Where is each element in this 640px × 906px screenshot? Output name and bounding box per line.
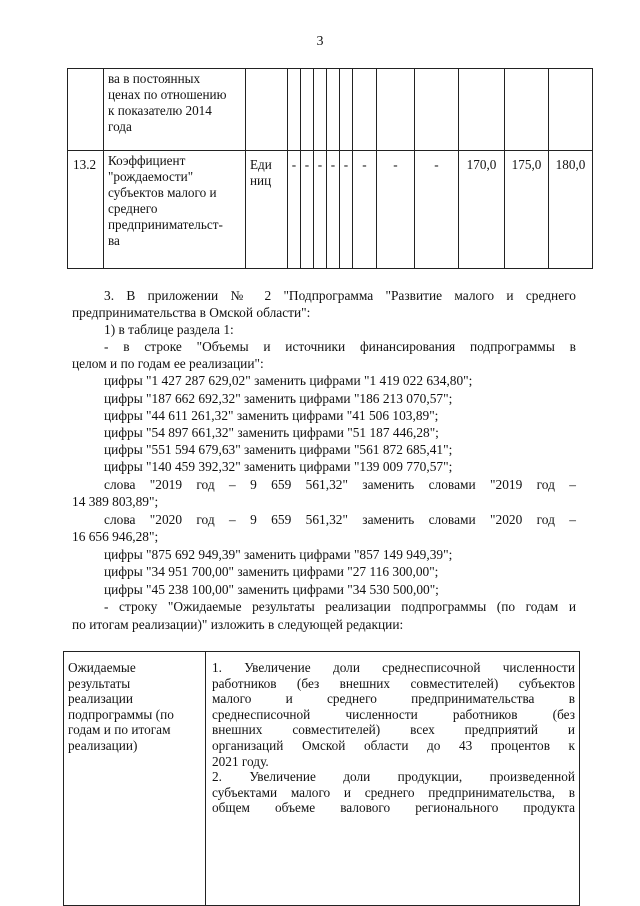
text-line: предпринимательства в Омской области": [72,305,311,320]
results-line: 2. Увеличение доли продукции, произведенной [212,769,575,785]
row-header-line: реализации) [68,737,138,753]
indicator-name-line: субъектов малого и [108,185,217,200]
indicator-name-cell [104,151,246,269]
empty-cell [314,69,327,151]
empty-cell [459,69,505,151]
results-line: работников (без внешних совместителей) субъектов [212,675,575,691]
empty-cell [415,69,459,151]
indicators-table [67,68,593,269]
dash-cell: - [327,151,340,269]
empty-cell [505,69,549,151]
indicator-name-line: ва [108,233,120,248]
empty-cell [288,69,301,151]
results-line: среднесписочной численности работников (без [212,706,575,722]
indicator-name-cell [104,69,246,151]
row-header-line: Ожидаемые [68,660,136,675]
indicator-name-line: "рождаемости" [108,169,194,184]
text-line: - в строке "Объемы и источники финансирования подпрограммы в [104,339,576,354]
row-header-line: годам и по итогам [68,722,171,738]
results-line: организаций Омской области до 43 процентов к [212,737,575,753]
dash-cell: - [301,151,314,269]
indicator-name-line: предпринимательст- [108,217,223,232]
empty-cell [327,69,340,151]
expected-results-table [63,651,580,906]
text-line: 1) в таблице раздела 1: [104,322,234,337]
text-line: по итогам реализации)" изложить в следующей редакции: [72,617,404,632]
indicator-name-line: года [108,119,132,134]
results-line: субъектами малого и среднего предпринимательства, в [212,784,575,800]
text-line: слова "2020 год – 9 659 561,32" заменить словами "2020 год – [104,512,576,527]
results-line: общем объеме валового регионального продукта [212,800,575,816]
indicator-name-line: ценах по отношению [108,87,227,102]
results-content-cell [206,652,580,906]
text-line: цифры "187 662 692,32" заменить цифрами "186 213 070,57"; [104,391,453,406]
row-header-line: реализации [68,691,133,707]
dash-cell: - [353,151,377,269]
text-line: цифры "45 238 100,00" заменить цифрами "34 530 500,00"; [104,582,439,597]
value-cell: 180,0 [549,151,593,269]
empty-cell [301,69,314,151]
text-line: слова "2019 год – 9 659 561,32" заменить словами "2019 год – [104,477,576,492]
text-line: цифры "34 951 700,00" заменить цифрами "27 116 300,00"; [104,564,439,579]
dash-cell: - [377,151,415,269]
value-cell: 170,0 [459,151,505,269]
text-line: цифры "875 692 949,39" заменить цифрами "857 149 949,39"; [104,547,453,562]
indicator-name-line: Коэффициент [108,153,186,168]
indicator-name-line: среднего [108,201,158,216]
row-number-cell: 13.2 [68,151,104,269]
text-line: цифры "140 459 392,32" заменить цифрами "139 009 770,57"; [104,459,453,474]
unit-cell [246,69,288,151]
expected-results-row [64,652,580,906]
text-line: - строку "Ожидаемые результаты реализации подпрограммы (по годам и [104,599,576,614]
empty-cell [340,69,353,151]
dash-cell: - [340,151,353,269]
unit-cell [246,151,288,269]
row-number-cell [68,69,104,151]
results-line: 2021 году. [212,753,269,769]
indicator-name-line: к показателю 2014 [108,103,212,118]
indicator-name-line: ва в постоянных [108,71,201,86]
row-header-line: результаты [68,675,131,691]
text-line: 16 656 946,28"; [72,529,159,544]
text-line: 14 389 803,89"; [72,494,159,509]
empty-cell [377,69,415,151]
dash-cell: - [314,151,327,269]
row-header-cell [64,652,206,906]
row-header-line: подпрограммы (по [68,706,174,722]
results-line: малого и среднего предпринимательства в [212,691,575,707]
table-row-13-2 [68,151,593,269]
text-line: 3. В приложении № 2 "Подпрограмма "Развитие малого и среднего [104,288,576,303]
text-line: цифры "54 897 661,32" заменить цифрами "51 187 446,28"; [104,425,439,440]
text-line: цифры "44 611 261,32" заменить цифрами "41 506 103,89"; [104,408,439,423]
empty-cell [353,69,377,151]
dash-cell: - [288,151,301,269]
text-line: цифры "551 594 679,63" заменить цифрами "561 872 685,41"; [104,442,453,457]
results-line: 1. Увеличение доли среднесписочной численности [212,660,575,675]
results-line: внешних совместителей) всех предприятий и [212,722,575,738]
unit-line: Еди [250,157,272,172]
value-cell: 175,0 [505,151,549,269]
table-row-continued [68,69,593,151]
text-line: цифры "1 427 287 629,02" заменить цифрами "1 419 022 634,80"; [104,373,473,388]
page-number: 3 [316,34,324,49]
dash-cell: - [415,151,459,269]
unit-line: ниц [250,173,272,188]
empty-cell [549,69,593,151]
text-line: целом и по годам ее реализации": [72,356,264,371]
